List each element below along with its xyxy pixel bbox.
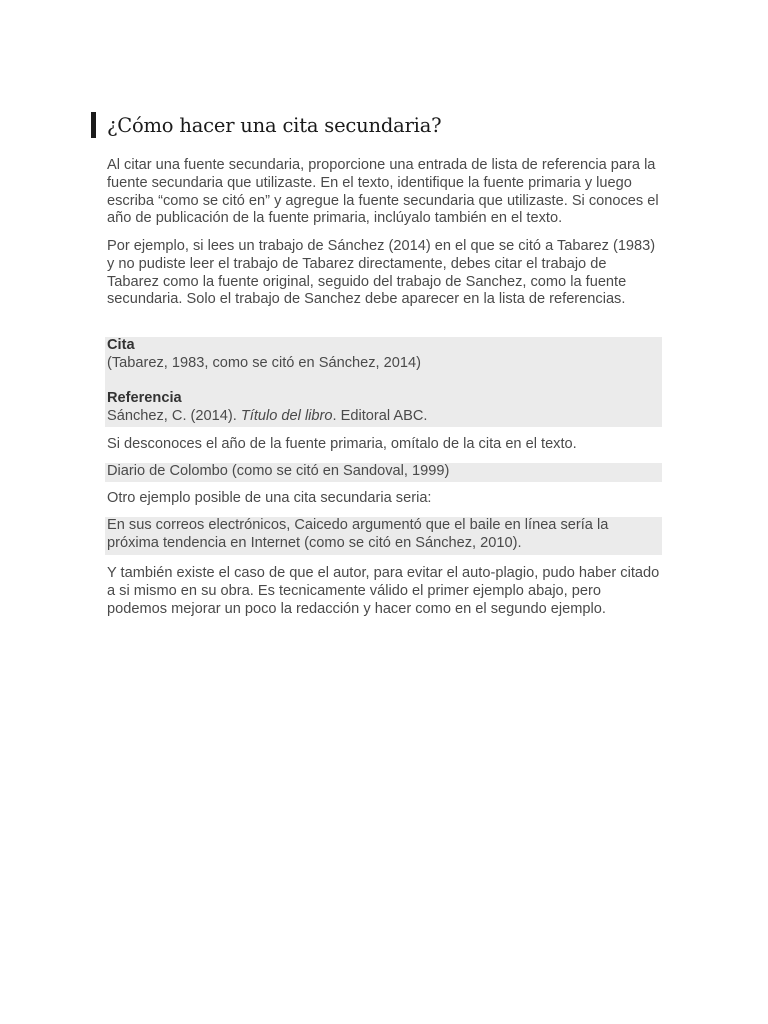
paragraph-example-text: Por ejemplo, si lees un trabajo de Sánchez (2014) en el que se citó a Tabarez (1983) y no pudiste leer el trabajo de Tabarez directamente, debes citar el trabajo de Tabarez como la fuente original, seguido del trabajo de Sanchez, como la fuente secundaria. Solo el trabajo de Sanchez debe aparecer en la lista de referencias. [107, 238, 656, 308]
paragraph-self-citation [107, 565, 662, 618]
referencia-label: Referencia [107, 390, 182, 407]
example-box-2 [105, 463, 662, 482]
paragraph-omit-text: Si desconoces el año de la fuente primaria, omítalo de la cita en el texto. [107, 436, 577, 452]
ref-publisher: . Editoral ABC. [332, 408, 428, 425]
paragraph-intro [107, 157, 662, 228]
ref-author: Sánchez, C. (2014). [107, 408, 241, 425]
spacer [107, 373, 662, 391]
paragraph-example [107, 238, 662, 309]
page-title: ¿Cómo hacer una cita secundaria? [107, 113, 442, 137]
example-2-text: Diario de Colombo (como se citó en Sandoval, 1999) [107, 463, 450, 479]
referencia-text [107, 408, 662, 426]
citation-example-box [105, 337, 662, 427]
heading-block [91, 110, 441, 140]
cita-label: Cita [107, 337, 135, 353]
paragraph-self-citation-text: Y también existe el caso de que el autor, para evitar el auto-plagio, pudo haber citado a si mismo en su obra. Es tecnicamente válido el primer ejemplo abajo, pero podemos mejorar un poco la redacción y hacer como en el segundo ejemplo. [107, 565, 660, 617]
paragraph-other-text: Otro ejemplo posible de una cita secundaria seria: [107, 490, 432, 506]
ref-title: Título del libro [240, 408, 333, 425]
paragraph-intro-text: Al citar una fuente secundaria, proporcione una entrada de lista de referencia para la fuente secundaria que utilizaste. En el texto, identifique la fuente primaria y luego escriba “como se citó en” y agregue la fuente secundaria que utilizaste. Si conoces el año de publicación de la fuente primaria, inclúyalo también en el texto. [107, 157, 659, 227]
paragraph-other [107, 490, 662, 508]
cita-text: (Tabarez, 1983, como se citó en Sánchez, 2014) [107, 354, 421, 371]
heading-accent-bar [91, 112, 96, 138]
example-box-3 [105, 517, 662, 555]
example-3-text: En sus correos electrónicos, Caicedo argumentó que el baile en línea sería la próxima tendencia en Internet (como se citó en Sánchez, 2010). [107, 517, 609, 551]
paragraph-omit [107, 436, 662, 454]
